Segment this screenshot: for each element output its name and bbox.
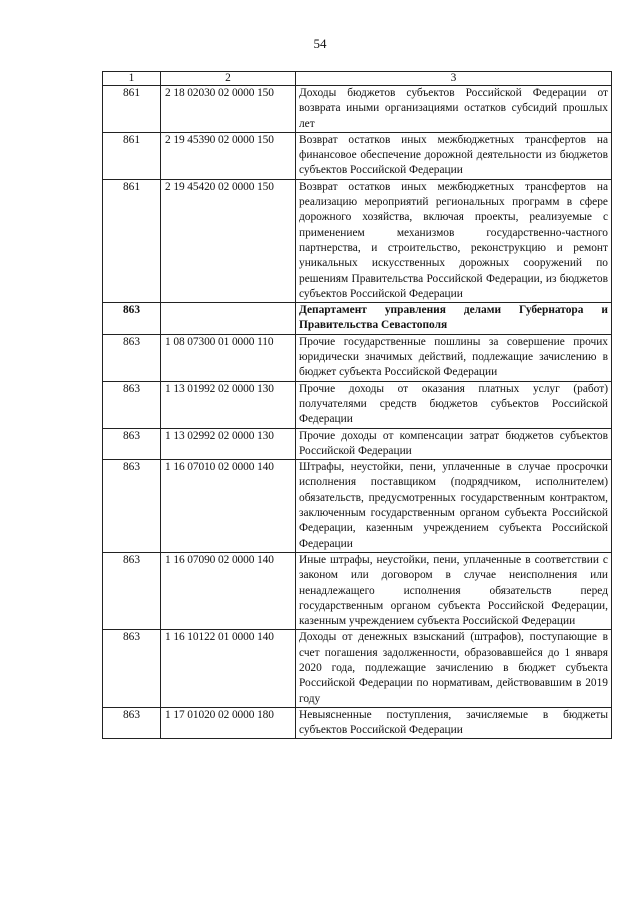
department-name-cell: Департамент управления делами Губернатора и Правительства Севастополя <box>296 303 612 335</box>
budget-code-cell: 1 13 02992 02 0000 130 <box>161 428 296 460</box>
admin-code-cell: 863 <box>103 334 161 381</box>
budget-code-cell: 2 18 02030 02 0000 150 <box>161 86 296 133</box>
table-row <box>103 179 612 302</box>
column-header-1: 1 <box>103 72 161 86</box>
admin-code-cell: 863 <box>103 707 161 739</box>
admin-code-cell: 861 <box>103 179 161 302</box>
revenue-name-cell: Возврат остатков иных межбюджетных трансфертов на финансовое обеспечение дорожной деятельности из бюджетов субъектов Российской Федерации <box>296 132 612 179</box>
revenue-name-cell: Доходы бюджетов субъектов Российской Федерации от возврата иными организациями остатков субсидий прошлых лет <box>296 86 612 133</box>
table-row <box>103 381 612 428</box>
budget-code-cell: 1 13 01992 02 0000 130 <box>161 381 296 428</box>
revenue-name-cell: Штрафы, неустойки, пени, уплаченные в случае просрочки исполнения поставщиком (подрядчиком, исполнителем) обязательств, предусмотренных государственным контрактом, заключенным государственным органом субъекта Российской Федерации, казенным учреждением субъекта Российской Федерации <box>296 460 612 553</box>
table-row <box>103 86 612 133</box>
revenue-name-cell: Доходы от денежных взысканий (штрафов), поступающие в счет погашения задолженности, образовавшейся до 1 января 2020 года, подлежащие зачислению в бюджет субъекта Российской Федерации по нормативам, действовавшим в 2019 году <box>296 630 612 707</box>
revenue-name-cell: Прочие государственные пошлины за совершение прочих юридически значимых действий, подлежащие зачислению в бюджет субъекта Российской Федерации <box>296 334 612 381</box>
admin-code-cell: 863 <box>103 552 161 629</box>
budget-code-cell: 1 16 07090 02 0000 140 <box>161 552 296 629</box>
table-row <box>103 707 612 739</box>
table-row <box>103 428 612 460</box>
column-header-3: 3 <box>296 72 612 86</box>
admin-code-cell: 863 <box>103 428 161 460</box>
revenue-name-cell: Прочие доходы от оказания платных услуг (работ) получателями средств бюджетов субъектов Российской Федерации <box>296 381 612 428</box>
budget-code-cell: 2 19 45390 02 0000 150 <box>161 132 296 179</box>
table-header-row <box>103 72 612 86</box>
revenue-name-cell: Иные штрафы, неустойки, пени, уплаченные в соответствии с законом или договором в случае неисполнения или ненадлежащего исполнения обязательств перед государственным органом субъекта Российской Федерации, казенным учреждением субъекта Российской Федерации <box>296 552 612 629</box>
table-row <box>103 552 612 629</box>
admin-code-cell: 861 <box>103 132 161 179</box>
column-header-2: 2 <box>161 72 296 86</box>
admin-code-cell: 863 <box>103 460 161 553</box>
budget-code-cell: 2 19 45420 02 0000 150 <box>161 179 296 302</box>
table-row <box>103 630 612 707</box>
page-number: 54 <box>313 36 327 51</box>
revenue-name-cell: Прочие доходы от компенсации затрат бюджетов субъектов Российской Федерации <box>296 428 612 460</box>
budget-code-cell: 1 17 01020 02 0000 180 <box>161 707 296 739</box>
admin-code-cell: 861 <box>103 86 161 133</box>
budget-code-cell: 1 08 07300 01 0000 110 <box>161 334 296 381</box>
table-row <box>103 460 612 553</box>
revenue-name-cell: Возврат остатков иных межбюджетных трансфертов на реализацию мероприятий региональных программ в сфере дорожного хозяйства, включая проекты, реализуемые с применением механизмов государственно-частного партнерства, и строительство, реконструкцию и ремонт уникальных искусственных дорожных сооружений по решениям Правительства Российской Федерации, из бюджетов субъектов Российской Федерации <box>296 179 612 302</box>
budget-code-cell: 1 16 10122 01 0000 140 <box>161 630 296 707</box>
table-row <box>103 334 612 381</box>
budget-code-cell <box>161 303 296 335</box>
budget-classification-table <box>102 71 612 739</box>
revenue-name-cell: Невыясненные поступления, зачисляемые в бюджеты субъектов Российской Федерации <box>296 707 612 739</box>
admin-code-cell: 863 <box>103 630 161 707</box>
admin-code-cell: 863 <box>103 381 161 428</box>
table-row <box>103 132 612 179</box>
admin-code-cell: 863 <box>103 303 161 335</box>
department-heading-row <box>103 303 612 335</box>
budget-code-cell: 1 16 07010 02 0000 140 <box>161 460 296 553</box>
